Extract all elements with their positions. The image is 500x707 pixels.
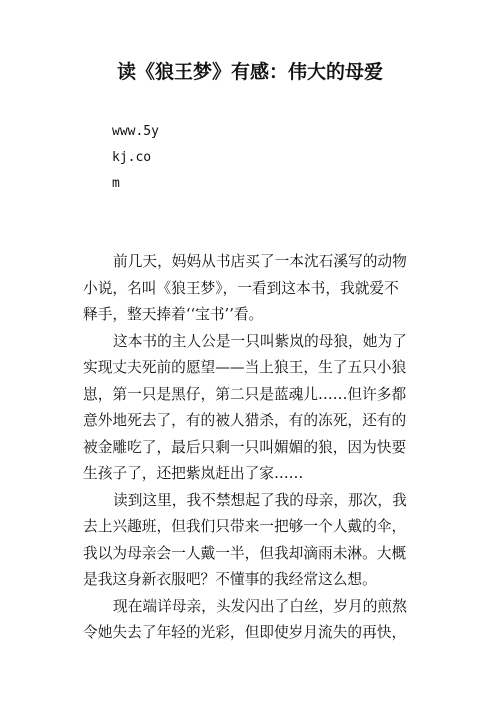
document-body xyxy=(83,249,419,647)
paragraph-line: 前几天，妈妈从书店买了一本沈石溪写的动物 xyxy=(113,253,407,270)
website-watermark xyxy=(112,119,159,197)
paragraph-line: 我以为母亲会一人戴一半，但我却滴雨未淋。大概 xyxy=(83,544,407,562)
paragraph-line: 现在端详母亲，头发闪出了白丝，岁月的煎熬 xyxy=(113,597,407,615)
paragraph-line: 生孩子了，还把紫岚赶出了家…… xyxy=(83,465,304,482)
paragraph-line: 这本书的主人公是一只叫紫岚的母狼，她为了 xyxy=(113,332,407,350)
paragraph-line: 实现丈夫死前的愿望——当上狼王，生了五只小狼 xyxy=(83,359,407,376)
paragraph-line: 小说，名叫《狼王梦》，一看到这本书，我就爱不 xyxy=(83,279,399,297)
paragraph-line: 意外地死去了，有的被人猎杀，有的冻死，还有的 xyxy=(83,412,407,429)
paragraph-line: 释手，整天捧着‘‘宝书’’看。 xyxy=(83,306,264,323)
paragraph-line: 令她失去了年轻的光彩，但即使岁月流失的再快， xyxy=(83,624,407,641)
url-line: kj.co xyxy=(112,150,152,165)
url-line: www.5y xyxy=(112,124,159,139)
paragraph-line: 读到这里，我不禁想起了我的母亲，那次，我 xyxy=(113,491,407,509)
document-title: 读《狼王梦》有感：伟大的母爱 xyxy=(116,61,383,83)
paragraph-line: 去上兴趣班，但我们只带来一把够一个人戴的伞， xyxy=(83,518,407,535)
paragraph-line: 崽，第一只是黑仔，第二只是蓝魂儿……但许多都 xyxy=(83,385,407,403)
paragraph-line: 是我这身新衣服吧？不懂事的我经常这么想。 xyxy=(83,571,377,588)
url-line: m xyxy=(112,176,120,191)
paragraph-line: 被金雕吃了，最后只剩一只叫媚媚的狼，因为快要 xyxy=(83,438,407,456)
